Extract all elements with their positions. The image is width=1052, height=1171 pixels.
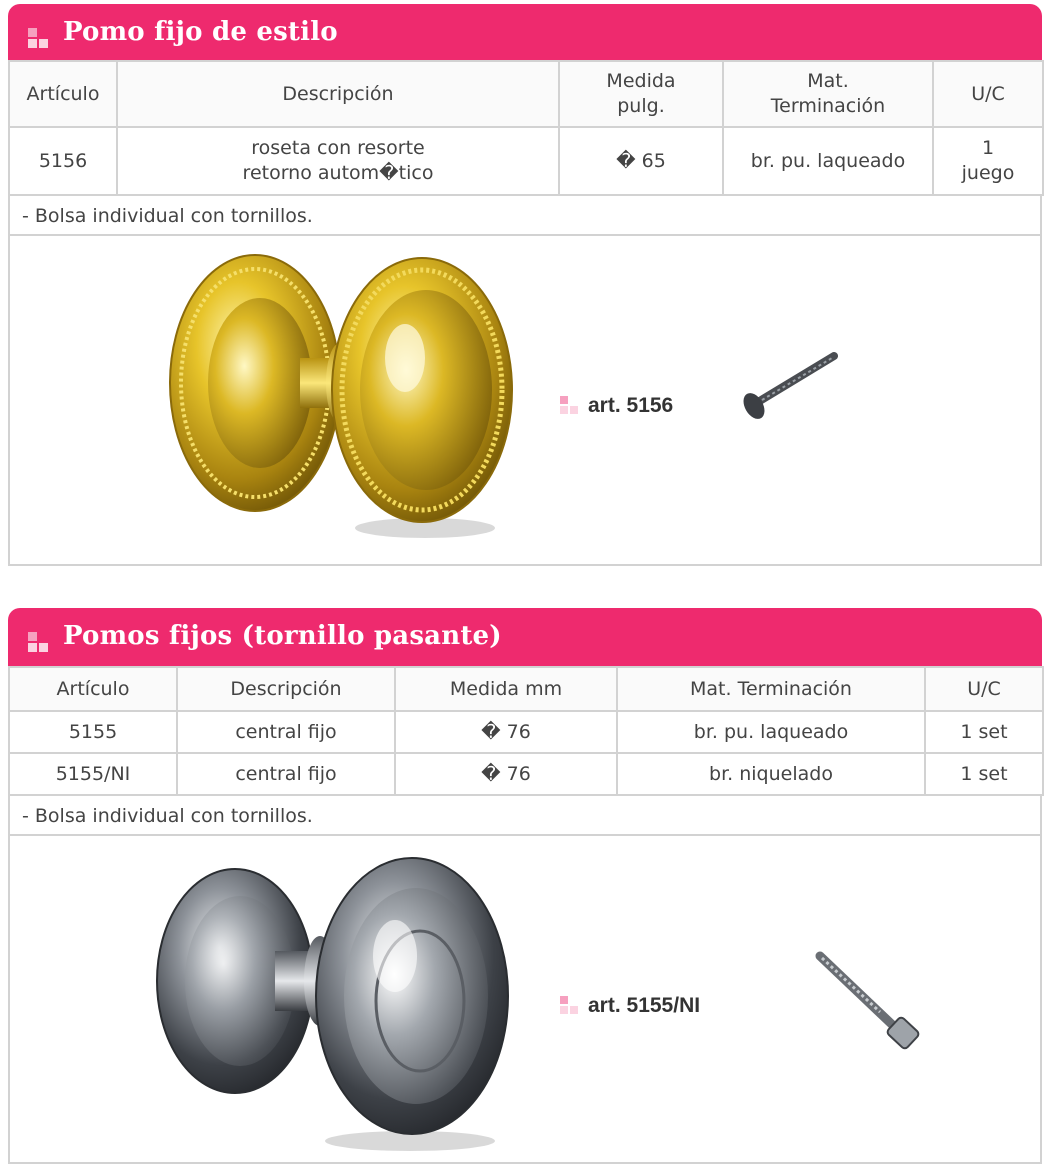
cell-articulo: 5155	[9, 711, 177, 753]
product-table	[8, 60, 1044, 196]
section-header	[8, 608, 1042, 666]
col-header-articulo: Artículo	[9, 667, 177, 711]
cell-uc: 1 juego	[933, 127, 1043, 195]
product-table	[8, 666, 1044, 796]
col-header-medida: Medida pulg.	[559, 61, 723, 127]
col-header-terminacion: Mat. Terminación	[723, 61, 933, 127]
note-text: - Bolsa individual con tornillos.	[8, 796, 1042, 836]
table-row	[9, 127, 1043, 195]
col-header-uc: U/C	[933, 61, 1043, 127]
cell-terminacion: br. niquelado	[617, 753, 925, 795]
pink-squares-bullet-icon	[560, 396, 580, 416]
chrome-knob-image	[140, 856, 520, 1156]
cell-uc: 1 set	[925, 711, 1043, 753]
section-title: Pomo fijo de estilo	[63, 17, 338, 47]
col-header-medida: Medida mm	[395, 667, 617, 711]
section-header	[8, 4, 1042, 60]
section-title: Pomos fijos (tornillo pasante)	[63, 621, 502, 651]
section-pomos-fijos-tornillo-pasante	[8, 608, 1042, 1164]
gold-knob-image	[160, 248, 520, 548]
article-label: art. 5155/NI	[588, 994, 701, 1017]
cell-descripcion: roseta con resorte retorno autom�tico	[117, 127, 559, 195]
table-row	[9, 753, 1043, 795]
pink-squares-bullet-icon	[28, 632, 50, 654]
cell-medida: � 76	[395, 753, 617, 795]
col-header-uc: U/C	[925, 667, 1043, 711]
cell-descripcion: central fijo	[177, 753, 395, 795]
cell-uc: 1 set	[925, 753, 1043, 795]
cell-terminacion: br. pu. laqueado	[723, 127, 933, 195]
cell-medida: � 65	[559, 127, 723, 195]
note-text: - Bolsa individual con tornillos.	[8, 196, 1042, 236]
pink-squares-bullet-icon	[560, 996, 580, 1016]
cell-articulo: 5155/NI	[9, 753, 177, 795]
col-header-articulo: Artículo	[9, 61, 117, 127]
cell-articulo: 5156	[9, 127, 117, 195]
col-header-terminacion: Mat. Terminación	[617, 667, 925, 711]
col-header-descripcion: Descripción	[177, 667, 395, 711]
table-header-row	[9, 61, 1043, 127]
screw-image	[810, 948, 930, 1058]
cell-terminacion: br. pu. laqueado	[617, 711, 925, 753]
product-photo-area	[8, 836, 1042, 1164]
product-photo-area	[8, 236, 1042, 566]
col-header-descripcion: Descripción	[117, 61, 559, 127]
table-header-row	[9, 667, 1043, 711]
section-pomo-fijo-de-estilo	[8, 4, 1042, 566]
article-label: art. 5156	[588, 394, 674, 417]
pink-squares-bullet-icon	[28, 28, 50, 50]
table-row	[9, 711, 1043, 753]
cell-descripcion: central fijo	[177, 711, 395, 753]
screw-image	[740, 348, 850, 428]
cell-medida: � 76	[395, 711, 617, 753]
